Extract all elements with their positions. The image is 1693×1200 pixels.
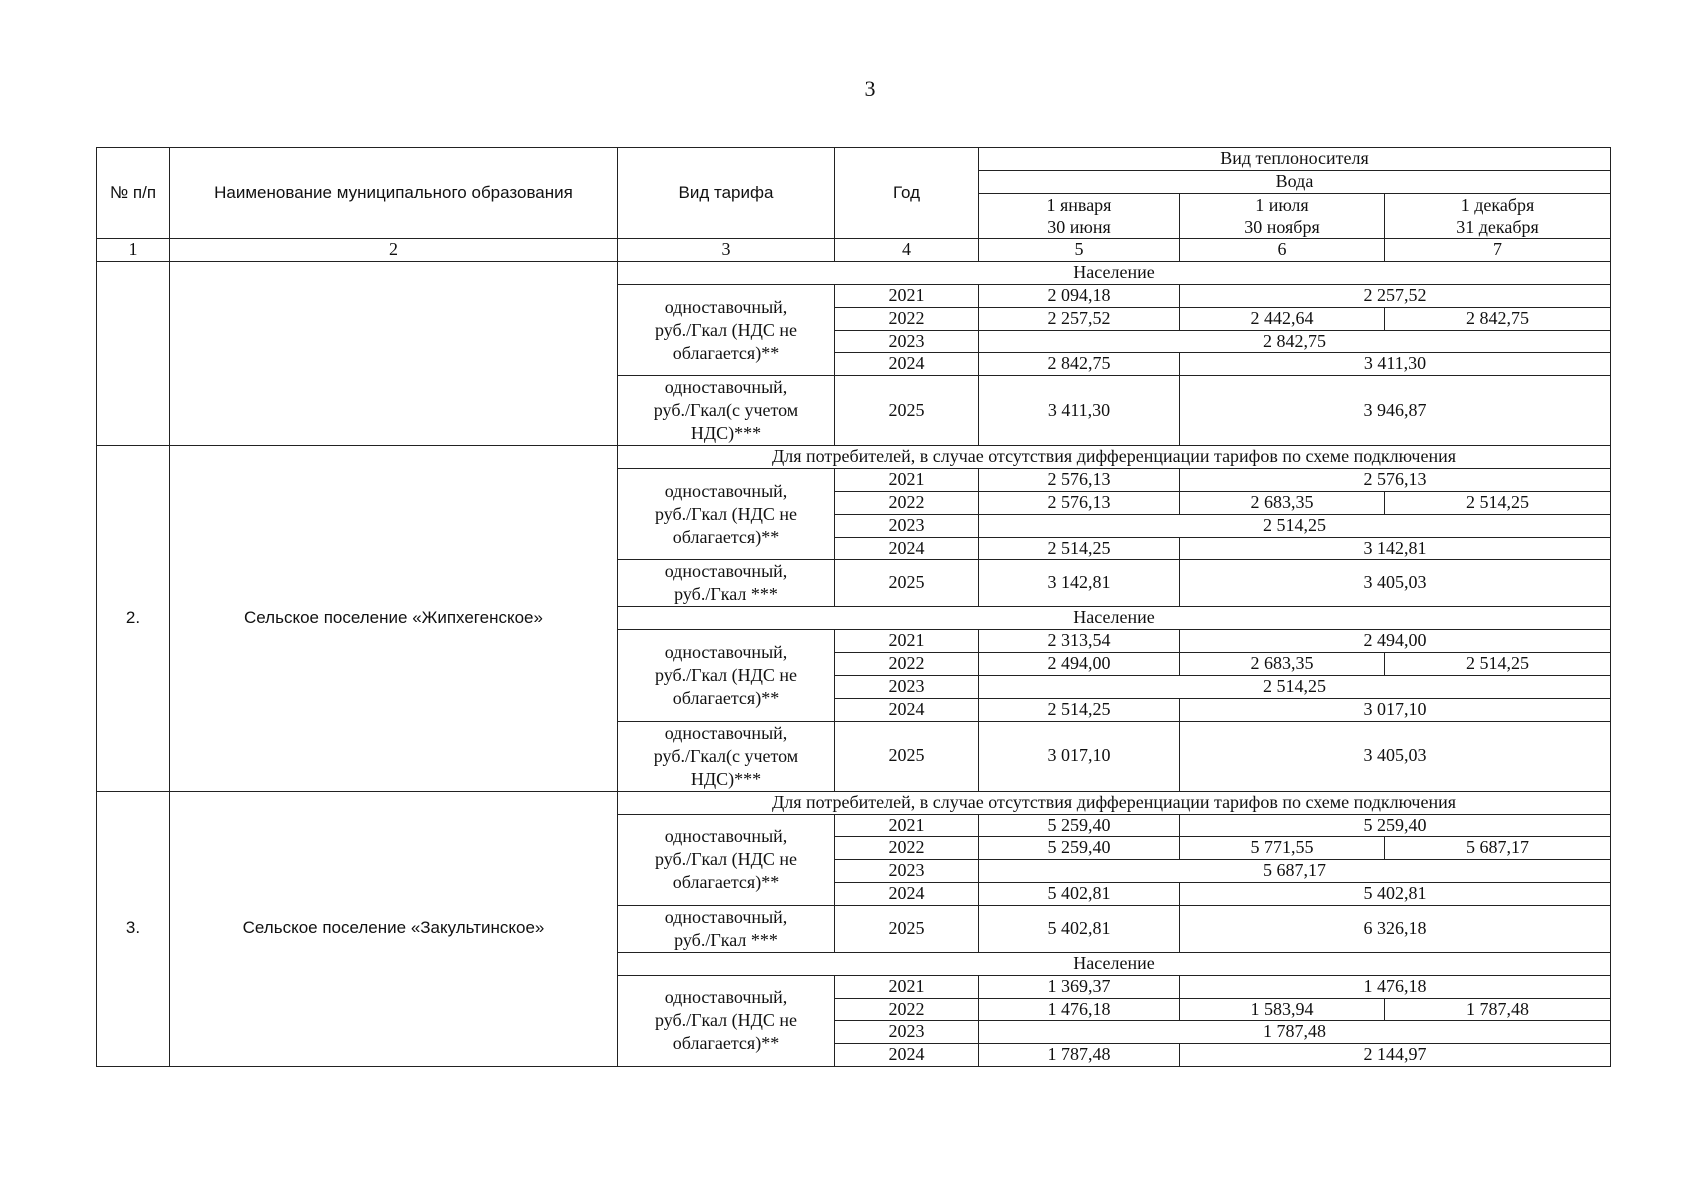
municipality-name bbox=[170, 262, 618, 446]
tariff-type: одноставочный, руб./Гкал *** bbox=[618, 560, 835, 607]
tariff-type: одноставочный, руб./Гкал *** bbox=[618, 905, 835, 952]
year-cell: 2023 bbox=[835, 514, 979, 537]
value-cell: 1 476,18 bbox=[1180, 975, 1611, 998]
tariff-type: одноставочный, руб./Гкал (НДС не облагается)** bbox=[618, 469, 835, 560]
tariff-type: одноставочный, руб./Гкал (НДС не облагается)** bbox=[618, 285, 835, 376]
header-name: Наименование муниципального образования bbox=[170, 148, 618, 239]
value-cell: 5 771,55 bbox=[1180, 837, 1385, 860]
year-cell: 2024 bbox=[835, 698, 979, 721]
header-period-1: 1 января 30 июня bbox=[979, 194, 1180, 239]
value-cell: 2 313,54 bbox=[979, 630, 1180, 653]
value-cell: 5 259,40 bbox=[1180, 814, 1611, 837]
header-water: Вода bbox=[979, 171, 1611, 194]
value-cell: 2 144,97 bbox=[1180, 1044, 1611, 1067]
year-cell: 2023 bbox=[835, 330, 979, 353]
table-row bbox=[97, 791, 1611, 814]
value-cell: 2 842,75 bbox=[979, 330, 1611, 353]
value-cell: 2 257,52 bbox=[979, 307, 1180, 330]
value-cell: 1 787,48 bbox=[1385, 998, 1611, 1021]
year-cell: 2024 bbox=[835, 537, 979, 560]
year-cell: 2022 bbox=[835, 998, 979, 1021]
table-row bbox=[97, 446, 1611, 469]
value-cell: 2 576,13 bbox=[979, 469, 1180, 492]
value-cell: 2 514,25 bbox=[1385, 653, 1611, 676]
value-cell: 5 259,40 bbox=[979, 814, 1180, 837]
table-row bbox=[97, 262, 1611, 285]
value-cell: 1 369,37 bbox=[979, 975, 1180, 998]
tariff-type: одноставочный, руб./Гкал (НДС не облагается)** bbox=[618, 630, 835, 721]
value-cell: 3 142,81 bbox=[979, 560, 1180, 607]
year-cell: 2024 bbox=[835, 882, 979, 905]
page-number: 3 bbox=[864, 76, 876, 101]
header-period-2: 1 июля 30 ноября bbox=[1180, 194, 1385, 239]
value-cell: 3 411,30 bbox=[1180, 353, 1611, 376]
value-cell: 1 583,94 bbox=[1180, 998, 1385, 1021]
value-cell: 2 494,00 bbox=[1180, 630, 1611, 653]
section-title: Население bbox=[618, 262, 1611, 285]
column-number: 2 bbox=[170, 239, 618, 262]
municipality-number bbox=[97, 262, 170, 446]
column-number: 1 bbox=[97, 239, 170, 262]
tariff-type: одноставочный, руб./Гкал(с учетом НДС)*** bbox=[618, 376, 835, 446]
tariff-table bbox=[96, 147, 1611, 1067]
value-cell: 3 017,10 bbox=[979, 721, 1180, 791]
year-cell: 2024 bbox=[835, 353, 979, 376]
value-cell: 3 946,87 bbox=[1180, 376, 1611, 446]
value-cell: 3 142,81 bbox=[1180, 537, 1611, 560]
year-cell: 2023 bbox=[835, 1021, 979, 1044]
value-cell: 1 787,48 bbox=[979, 1021, 1611, 1044]
column-numbers-row bbox=[97, 239, 1611, 262]
value-cell: 3 405,03 bbox=[1180, 560, 1611, 607]
year-cell: 2022 bbox=[835, 307, 979, 330]
section-title: Население bbox=[618, 607, 1611, 630]
value-cell: 5 402,81 bbox=[979, 882, 1180, 905]
header-carrier: Вид теплоносителя bbox=[979, 148, 1611, 171]
header-period-3: 1 декабря 31 декабря bbox=[1385, 194, 1611, 239]
column-number: 6 bbox=[1180, 239, 1385, 262]
tariff-type: одноставочный, руб./Гкал (НДС не облагается)** bbox=[618, 814, 835, 905]
municipality-number: 2. bbox=[97, 446, 170, 791]
value-cell: 3 411,30 bbox=[979, 376, 1180, 446]
value-cell: 6 326,18 bbox=[1180, 905, 1611, 952]
year-cell: 2021 bbox=[835, 630, 979, 653]
year-cell: 2021 bbox=[835, 469, 979, 492]
year-cell: 2021 bbox=[835, 975, 979, 998]
year-cell: 2023 bbox=[835, 860, 979, 883]
value-cell: 2 514,25 bbox=[979, 675, 1611, 698]
value-cell: 5 402,81 bbox=[979, 905, 1180, 952]
value-cell: 2 494,00 bbox=[979, 653, 1180, 676]
column-number: 4 bbox=[835, 239, 979, 262]
header-tariff: Вид тарифа bbox=[618, 148, 835, 239]
value-cell: 2 514,25 bbox=[1385, 491, 1611, 514]
value-cell: 2 514,25 bbox=[979, 698, 1180, 721]
column-number: 7 bbox=[1385, 239, 1611, 262]
value-cell: 3 405,03 bbox=[1180, 721, 1611, 791]
section-title: Для потребителей, в случае отсутствия дифференциации тарифов по схеме подключения bbox=[618, 791, 1611, 814]
value-cell: 2 094,18 bbox=[979, 285, 1180, 308]
value-cell: 2 514,25 bbox=[979, 537, 1180, 560]
value-cell: 2 442,64 bbox=[1180, 307, 1385, 330]
section-title: Для потребителей, в случае отсутствия дифференциации тарифов по схеме подключения bbox=[618, 446, 1611, 469]
year-cell: 2024 bbox=[835, 1044, 979, 1067]
value-cell: 2 683,35 bbox=[1180, 653, 1385, 676]
column-number: 3 bbox=[618, 239, 835, 262]
value-cell: 5 687,17 bbox=[979, 860, 1611, 883]
value-cell: 2 576,13 bbox=[1180, 469, 1611, 492]
municipality-number: 3. bbox=[97, 791, 170, 1066]
value-cell: 1 787,48 bbox=[979, 1044, 1180, 1067]
tariff-type: одноставочный, руб./Гкал(с учетом НДС)*** bbox=[618, 721, 835, 791]
section-title: Население bbox=[618, 952, 1611, 975]
year-cell: 2022 bbox=[835, 653, 979, 676]
year-cell: 2025 bbox=[835, 560, 979, 607]
value-cell: 2 842,75 bbox=[1385, 307, 1611, 330]
year-cell: 2022 bbox=[835, 491, 979, 514]
year-cell: 2021 bbox=[835, 285, 979, 308]
year-cell: 2025 bbox=[835, 905, 979, 952]
year-cell: 2021 bbox=[835, 814, 979, 837]
value-cell: 5 687,17 bbox=[1385, 837, 1611, 860]
value-cell: 2 576,13 bbox=[979, 491, 1180, 514]
value-cell: 1 476,18 bbox=[979, 998, 1180, 1021]
header-num: № п/п bbox=[97, 148, 170, 239]
year-cell: 2023 bbox=[835, 675, 979, 698]
header-year: Год bbox=[835, 148, 979, 239]
tariff-type: одноставочный, руб./Гкал (НДС не облагается)** bbox=[618, 975, 835, 1066]
year-cell: 2025 bbox=[835, 376, 979, 446]
municipality-name: Сельское поселение «Жипхегенское» bbox=[170, 446, 618, 791]
value-cell: 2 257,52 bbox=[1180, 285, 1611, 308]
municipality-name: Сельское поселение «Закультинское» bbox=[170, 791, 618, 1066]
year-cell: 2022 bbox=[835, 837, 979, 860]
value-cell: 2 842,75 bbox=[979, 353, 1180, 376]
value-cell: 5 402,81 bbox=[1180, 882, 1611, 905]
value-cell: 3 017,10 bbox=[1180, 698, 1611, 721]
value-cell: 2 514,25 bbox=[979, 514, 1611, 537]
column-number: 5 bbox=[979, 239, 1180, 262]
value-cell: 5 259,40 bbox=[979, 837, 1180, 860]
year-cell: 2025 bbox=[835, 721, 979, 791]
value-cell: 2 683,35 bbox=[1180, 491, 1385, 514]
